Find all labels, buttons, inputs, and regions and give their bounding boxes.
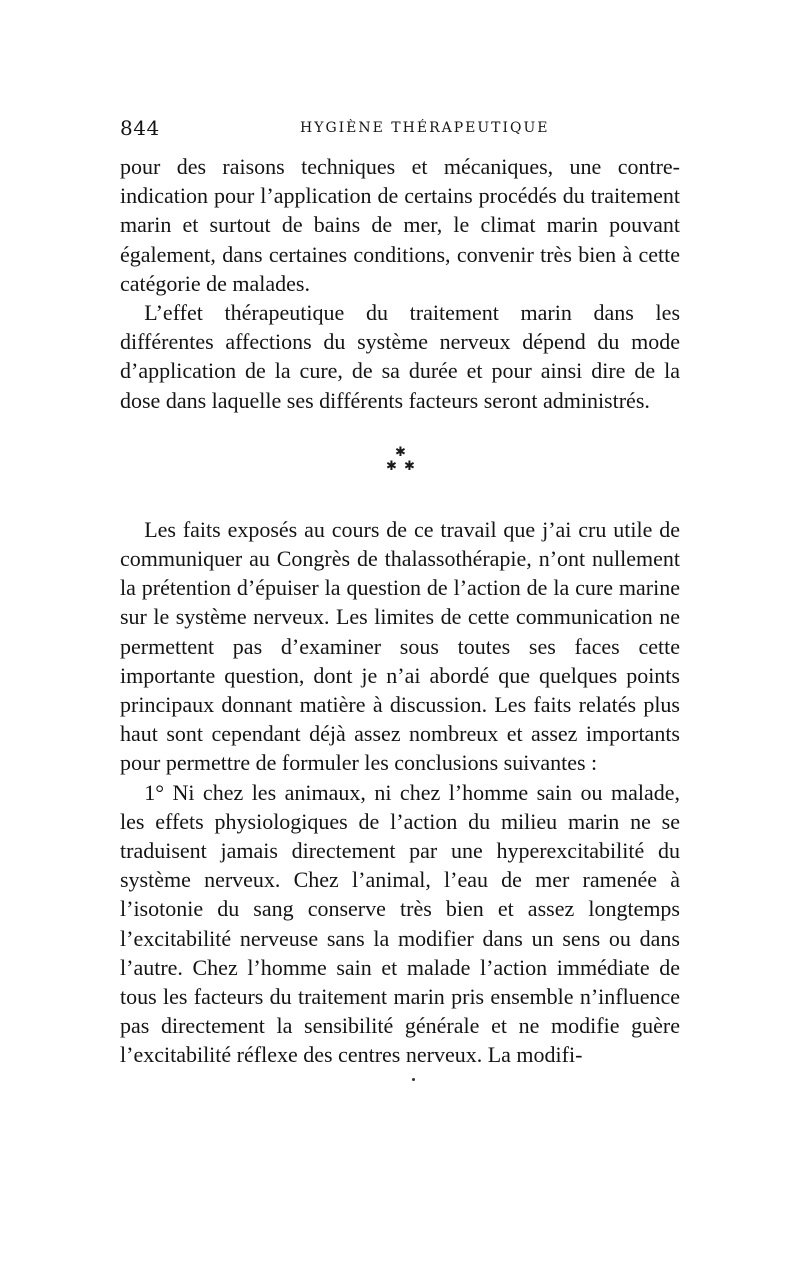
paragraph: Les faits exposés au cours de ce travail que j’ai cru utile de communiquer au Congrès de thalassothérapie, n’ont nullement la prétention d’épuiser la question de l’action de la cure marine sur le système nerveux. Les limites de cette communication ne permettent pas d’examiner sous toutes ses faces cette importante question, dont je n’ai abordé que quelques points principaux donnant matière à discussion. Les faits relatés plus haut sont cependant déjà assez nombreux et assez importants pour permettre de formuler les conclusions suivantes : [120, 516, 680, 776]
page-number: 844 [120, 116, 160, 140]
running-head [120, 116, 680, 142]
asterism-star-icon: ✱ [395, 443, 406, 459]
running-title: HYGIÈNE THÉRAPEUTIQUE [300, 120, 550, 136]
paragraph-conclusion-1: 1° Ni chez les animaux, ni chez l’homme sain ou malade, les effets physiologiques de l’action du milieu marin ne se traduisent jamais directement par une hyperexcitabilité du système nerveux. Chez l’animal, l’eau de mer ramenée à l’isotonie du sang conserve très bien et assez longtemps l’excitabilité nerveuse sans la modifier dans un sens ou dans l’autre. Chez l’homme sain et malade l’action immédiate de tous les facteurs du traitement marin pris ensemble n’influence pas directement la sensibilité générale et ne modifie guère l’excitabilité réflexe des centres nerveux. La modifi- [120, 779, 680, 1068]
asterism-star-icon: ✱ [404, 457, 415, 473]
body-text [120, 152, 680, 1070]
section-separator-asterism [380, 443, 420, 477]
paragraph-continuation: pour des raisons techniques et mécaniques, une contre-indication pour l’application de certains procédés du traitement marin et surtout de bains de mer, le climat marin pouvant également, dans certaines conditions, convenir très bien à cette catégorie de malades. [120, 154, 680, 296]
paragraph: L’effet thérapeutique du traitement marin dans les différentes affections du système nerveux dépend du mode d’application de la cure, de sa durée et pour ainsi dire de la dose dans laquelle ses différents facteurs seront administrés. [120, 300, 680, 413]
print-speck [412, 1078, 415, 1081]
asterism-star-icon: ✱ [386, 457, 397, 473]
